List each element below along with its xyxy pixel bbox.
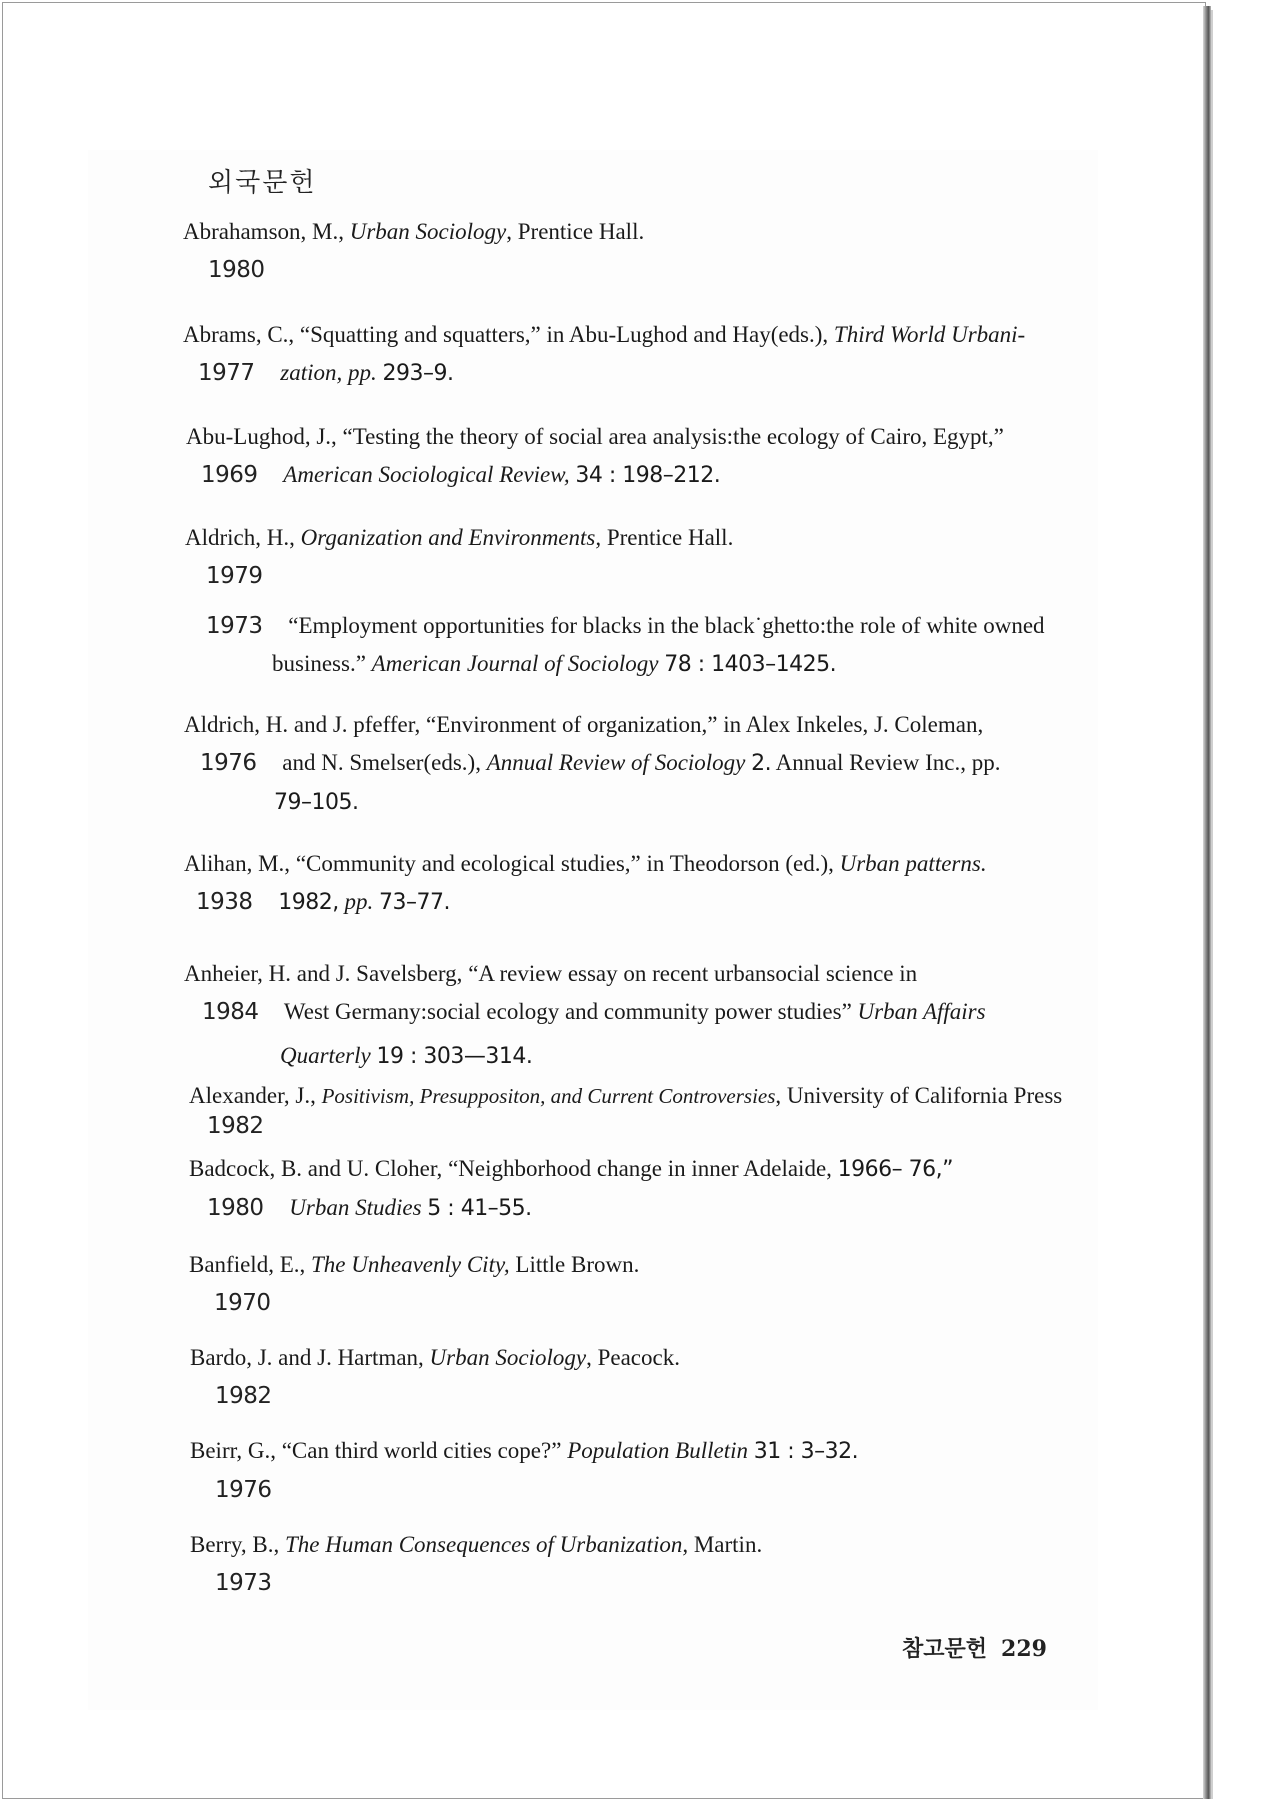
page-footer — [902, 1632, 1047, 1663]
reference-entry — [184, 706, 1000, 822]
page-number: 229 — [1001, 1636, 1047, 1662]
reference-pages: 293–9. — [382, 361, 454, 386]
reference-pages-year: 1982, — [278, 890, 339, 915]
reference-text-b: and ecological studies,” — [421, 851, 641, 876]
reference-entry — [184, 955, 986, 1076]
footer-label: 참고문헌 — [902, 1636, 988, 1662]
reference-volume: 2. — [751, 751, 772, 776]
reference-journal: Population Bulletin — [567, 1438, 748, 1463]
reference-text: “Employment opportunities for blacks in the black˙ghetto:the role of white owned — [288, 613, 1045, 638]
reference-text: “Testing the theory of social area analysis:the ecology of Cairo, Egypt,” — [342, 424, 1004, 449]
reference-journal: American Sociological Review, — [283, 462, 570, 487]
reference-author: Banfield, E., — [189, 1252, 306, 1277]
reference-author: Alexander, J., — [189, 1083, 316, 1108]
reference-author: Badcock, B. and U. Cloher, — [189, 1156, 443, 1181]
reference-year: 1976 — [215, 1477, 272, 1503]
reference-title: Third World Urbani- — [833, 322, 1026, 347]
reference-title: Urban Sociology — [429, 1345, 587, 1370]
reference-author: Abrams, C., — [183, 322, 295, 347]
reference-author: Berry, B., — [190, 1532, 280, 1557]
reference-author: Aldrich, H., — [185, 525, 295, 550]
reference-entry — [190, 1339, 680, 1415]
reference-entry — [206, 607, 1045, 684]
reference-title: The Unheavenly City, — [311, 1252, 510, 1277]
reference-text: “Squatting and squatters,” in Abu-Lughod and Hay(eds.), — [299, 322, 829, 347]
reference-publisher: Little Brown. — [515, 1252, 640, 1277]
reference-year: 1969 — [201, 462, 258, 488]
reference-year: 1977 — [198, 360, 255, 386]
reference-title: Organization and Environments, — [300, 525, 602, 550]
reference-year: 1976 — [200, 750, 257, 776]
reference-pages: 31 : 3–32. — [753, 1439, 859, 1464]
reference-author: Anheier, H. and J. Savelsberg, — [184, 961, 463, 986]
reference-text-cont: business.” — [272, 651, 366, 676]
reference-title: Positivism, Presuppositon, and Current Controversies — [321, 1084, 776, 1108]
reference-year: 1982 — [215, 1383, 272, 1409]
reference-author: Aldrich, H. and J. pfeffer, — [184, 712, 421, 737]
reference-text-b: in Alex Inkeles, J. Coleman, — [723, 712, 984, 737]
reference-text: “A review essay on recent urbansocial science in — [468, 961, 918, 986]
reference-text: “Environment of organization,” — [426, 712, 718, 737]
reference-text: “Community — [295, 851, 416, 876]
reference-entry — [184, 845, 987, 922]
reference-title-cont: zation, pp. — [280, 360, 377, 385]
page-edge-shadow — [1203, 6, 1211, 1799]
reference-entry — [189, 1081, 1062, 1141]
reference-pages: 78 : 1403–1425. — [664, 652, 837, 677]
reference-year: 1984 — [202, 999, 259, 1025]
reference-entry — [183, 316, 1025, 393]
reference-title: The Human Consequences of Urbanization, — [284, 1532, 689, 1557]
reference-text: “Neighborhood change in inner Adelaide, — [448, 1156, 832, 1181]
reference-publisher: , Peacock. — [586, 1345, 680, 1370]
reference-pages: 79–105. — [274, 790, 359, 815]
reference-publisher: Prentice Hall. — [606, 525, 734, 550]
reference-text-cont: West Germany:social ecology and community power studies” — [283, 999, 852, 1024]
reference-journal: Urban Studies — [289, 1195, 422, 1220]
reference-text-cont: and N. Smelser(eds.), — [282, 750, 481, 775]
reference-text-c: in Theodorson (ed.), — [646, 851, 834, 876]
reference-year: 1973 — [206, 613, 263, 639]
reference-entry — [190, 1526, 762, 1602]
reference-author: Alihan, M., — [184, 851, 291, 876]
reference-text-b: 1966– 76,” — [837, 1157, 954, 1182]
reference-publisher: Martin. — [693, 1532, 763, 1557]
reference-entry — [190, 1432, 858, 1509]
reference-entry — [186, 418, 1004, 495]
reference-publisher: Annual Review Inc., pp. — [775, 750, 1001, 775]
reference-journal: American Journal of Sociology — [371, 651, 659, 676]
reference-pp: pp. — [344, 889, 374, 914]
reference-journal: Annual Review of Sociology — [486, 750, 746, 775]
reference-year: 1970 — [214, 1290, 271, 1316]
reference-entry — [185, 519, 733, 595]
reference-entry — [189, 1246, 639, 1322]
reference-title: Urban patterns. — [839, 851, 987, 876]
reference-pages: 5 : 41–55. — [427, 1196, 532, 1221]
reference-journal: Urban Affairs — [857, 999, 986, 1024]
reference-entry — [189, 1150, 953, 1228]
reference-pages: 34 : 198–212. — [575, 463, 721, 488]
reference-text: “Can third world cities cope?” — [281, 1438, 562, 1463]
reference-author: Bardo, J. and J. Hartman, — [190, 1345, 424, 1370]
reference-author: Beirr, G., — [190, 1438, 276, 1463]
reference-year: 1938 — [196, 889, 253, 915]
reference-publisher: , Prentice Hall. — [506, 219, 645, 244]
section-heading: 외국문헌 — [208, 168, 317, 198]
reference-year: 1982 — [207, 1113, 264, 1139]
reference-entry — [183, 213, 644, 289]
reference-year: 1980 — [207, 1195, 264, 1221]
reference-year: 1979 — [206, 563, 263, 589]
reference-year: 1973 — [215, 1570, 272, 1596]
reference-author: Abu-Lughod, J., — [186, 424, 337, 449]
reference-author: Abrahamson, M., — [183, 219, 344, 244]
page-edge-outer — [1211, 10, 1213, 1799]
reference-title: Urban Sociology — [349, 219, 507, 244]
reference-journal-cont: Quarterly — [280, 1043, 371, 1068]
reference-year: 1980 — [208, 257, 265, 283]
reference-pages: 73–77. — [379, 890, 451, 915]
reference-publisher: , University of California Press — [775, 1083, 1063, 1108]
reference-pages: 19 : 303—314. — [376, 1044, 533, 1069]
